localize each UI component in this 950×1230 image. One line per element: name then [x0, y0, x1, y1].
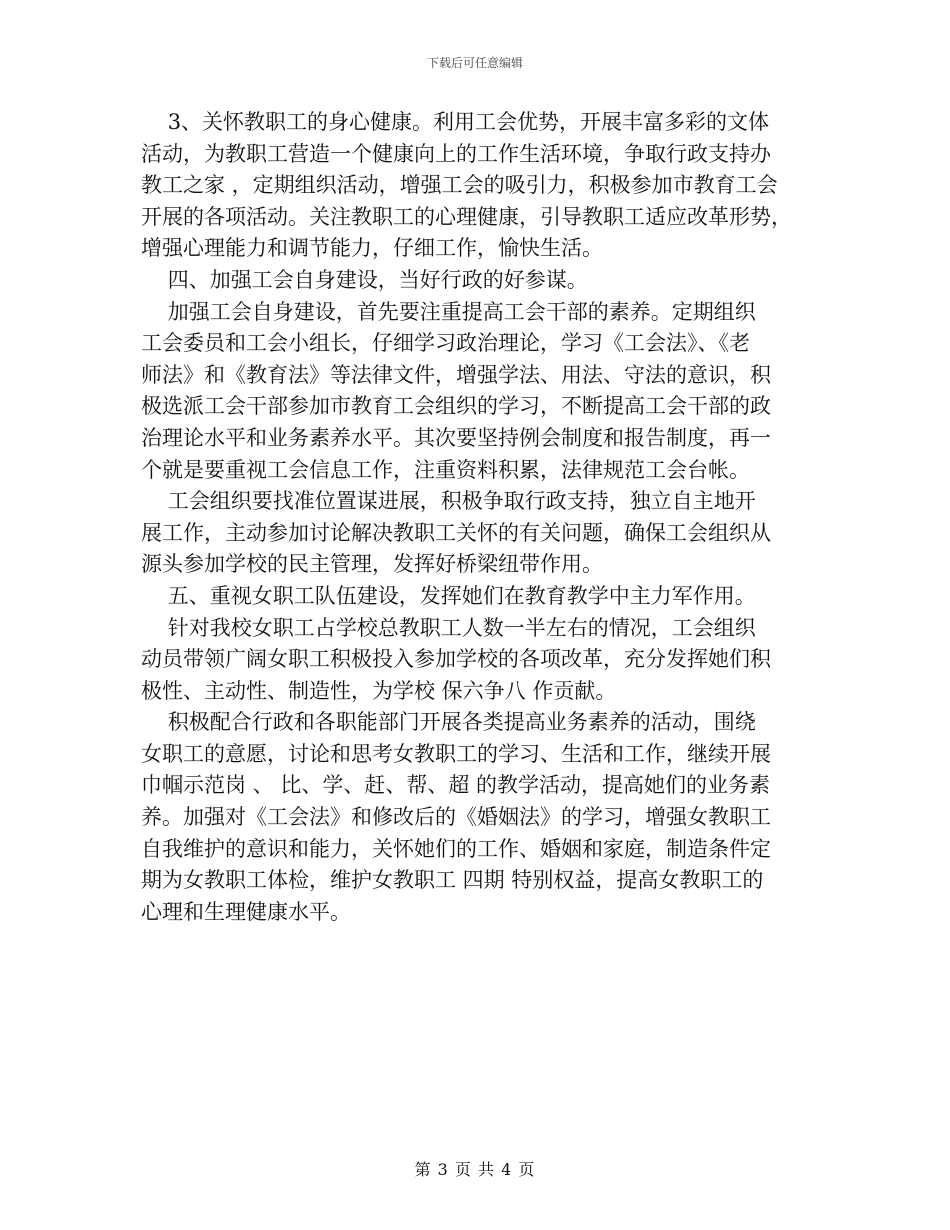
- body-line: 自我维护的意识和能力，关怀她们的工作、婚姻和家庭，制造条件定: [141, 836, 771, 861]
- body-line: 期为女教职工体检，维护女教职工 四期 特别权益，提高女教职工的: [141, 868, 764, 893]
- body-line: 增强心理能力和调节能力，仔细工作，愉快生活。: [141, 236, 603, 261]
- body-line: 开展的各项活动。关注教职工的心理健康，引导教职工适应改革形势，: [141, 204, 792, 229]
- document-body: [141, 107, 809, 928]
- body-line: 养。加强对《工会法》和修改后的《婚姻法》的学习，增强女教职工: [141, 805, 771, 830]
- body-line: 心理和生理健康水平。: [141, 899, 351, 924]
- body-line: 师法》和《教育法》等法律文件，增强学法、用法、守法的意识，积: [141, 362, 771, 387]
- body-line: 治理论水平和业务素养水平。其次要坚持例会制度和报告制度，再一: [141, 425, 771, 450]
- page-header: 下载后可任意编辑: [426, 56, 523, 70]
- body-line: 巾帼示范岗 、 比、学、赶、帮、超 的教学活动，提高她们的业务素: [141, 773, 771, 798]
- body-line: 展工作，主动参加讨论解决教职工关怀的有关问题，确保工会组织从: [141, 520, 771, 545]
- body-line: 极选派工会干部参加市教育工会组织的学习，不断提高工会干部的政: [141, 394, 771, 419]
- body-line: 个就是要重视工会信息工作，注重资料积累，法律规范工会台帐。: [141, 457, 750, 482]
- body-line: 极性、主动性、制造性，为学校 保六争八 作贡献。: [141, 678, 617, 703]
- body-line: 动员带领广阔女职工积极投入参加学校的各项改革，充分发挥她们积: [141, 647, 771, 672]
- body-line: 教工之家 ，定期组织活动，增强工会的吸引力，积极参加市教育工会: [141, 173, 778, 198]
- body-line: 女职工的意愿，讨论和思考女教职工的学习、生活和工作，继续开展: [141, 741, 771, 766]
- section-heading: 五、重视女职工队伍建设，发挥她们在教育教学中主力军作用。: [141, 583, 756, 608]
- page-number-footer: 第 3 页 共 4 页: [414, 1160, 536, 1179]
- body-line: 积极配合行政和各职能部门开展各类提高业务素养的活动，围绕: [141, 710, 756, 735]
- body-line: 3、关怀教职工的身心健康。利用工会优势，开展丰富多彩的文体: [141, 110, 770, 134]
- body-line: 源头参加学校的民主管理，发挥好桥梁纽带作用。: [141, 552, 603, 577]
- body-line: 活动，为教职工营造一个健康向上的工作生活环境，争取行政支持办: [141, 141, 771, 166]
- body-line: 工会组织要找准位置谋进展，积极争取行政支持，独立自主地开: [141, 489, 756, 514]
- body-line: 工会委员和工会小组长，仔细学习政治理论，学习《工会法》、《老: [141, 331, 750, 356]
- section-heading: 四、加强工会自身建设，当好行政的好参谋。: [141, 267, 588, 292]
- body-line: 针对我校女职工占学校总教职工人数一半左右的情况，工会组织: [141, 615, 756, 640]
- body-line: 加强工会自身建设，首先要注重提高工会干部的素养。定期组织: [141, 299, 756, 324]
